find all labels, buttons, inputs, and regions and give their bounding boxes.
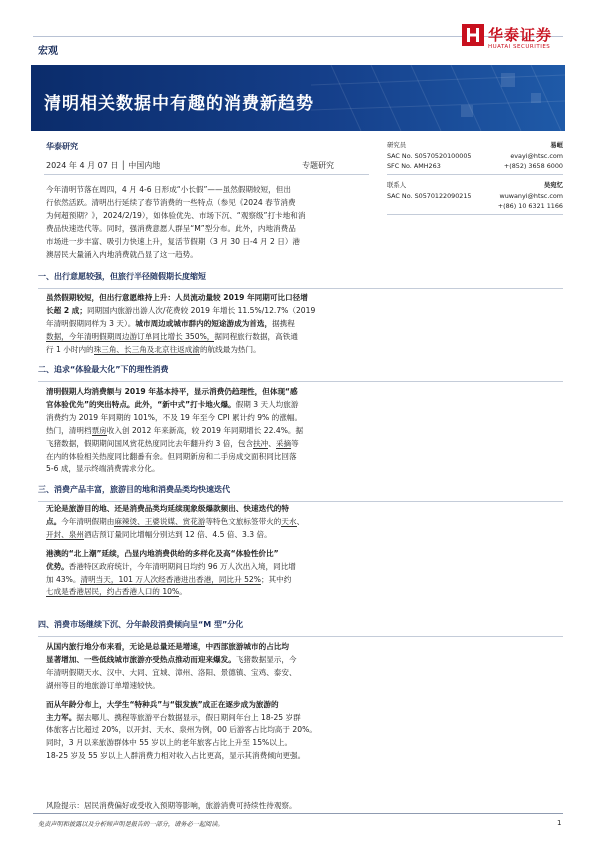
body-line (46, 529, 560, 542)
analyst-role: 研究员 (387, 141, 407, 149)
body-line (46, 548, 560, 561)
body-line (46, 561, 560, 574)
text-run: 的航线最为热门。 (199, 344, 261, 354)
analyst-email[interactable]: evayi@htsc.com (510, 152, 563, 160)
text-run: 据去哪儿、携程等旅游平台数据显示，假日期间年台上 18-25 岁群 (76, 712, 301, 722)
text-run: 等特色文旅标签带火的 (205, 516, 282, 526)
text-run: 假期 3 天人均旅游 (235, 399, 299, 409)
text-run: 加 43%。 (46, 574, 81, 584)
text-run: 无论是旅游目的地、还是消费品类均延续现象级爆款频出、快速迭代的特 (46, 504, 289, 513)
text-run: 、 (268, 438, 276, 448)
text-run: 18-25 岁及 55 岁以上人群消费力相对收入占比更高，显示其消费倾向更强。 (46, 751, 306, 761)
body-line (46, 412, 560, 425)
intro-line: 为何超预期？》，2024/2/19），如体验优先、市场下沉、“观察级”打卡地和消 (46, 210, 306, 220)
intro-line: 澳居民大量涌入内地消费就凸显了这一趋势。 (46, 249, 198, 259)
analyst-phone: +(86) 10 6321 1166 (497, 202, 563, 210)
analyst-email[interactable]: wuwanyi@htsc.com (499, 192, 563, 200)
body-line (46, 680, 560, 693)
body-line (46, 399, 560, 412)
text-run: 年清明假期天水、汉中、大同、宜城、漳州、洛阳、景德镇、宝鸡、泰安、 (46, 667, 297, 677)
body-line (46, 750, 560, 763)
report-date: 2024 年 4 月 07 日 │ 中国内地 (46, 161, 161, 170)
body-line (46, 425, 560, 438)
body-line (46, 574, 560, 587)
text-run: 消费约为 2019 年同期的 101%，不及 19 年至今 CPI 累计约 9% 的涨幅。 (46, 412, 303, 422)
body-line (46, 386, 560, 399)
text-run: ；其中约 (260, 574, 292, 584)
analyst-license: SAC No. S0570520100005 (387, 152, 472, 160)
text-run: 天水 (281, 516, 297, 526)
text-run: 飞猪数据，假期期间国风赏花热度同比去年翻升约 3 倍，包含 (46, 438, 254, 448)
text-run: 今年清明假期由 (61, 516, 115, 526)
body-line (46, 451, 560, 464)
body-line (46, 667, 560, 680)
analyst-divider (387, 174, 563, 175)
text-run: 、 (296, 516, 305, 526)
text-run: 行 1 小时内的 (46, 344, 94, 354)
text-run: 香港特区政府统计，今年清明期间日均约 96 万人次出入境，同比增 (68, 561, 296, 571)
analyst-phone: +(852) 3658 6000 (503, 162, 563, 170)
text-run: 酒店预订量同比增幅分别达到 12 倍、4.5 倍、3.3 倍。 (83, 529, 272, 539)
page-title: 清明相关数据中有趣的消费新趋势 (44, 94, 314, 114)
text-run: 飞猪数据显示，今 (235, 654, 297, 664)
analyst-role: 联系人 (387, 181, 407, 189)
footer-divider (33, 813, 563, 814)
body-line (46, 438, 560, 451)
intro-line: 费品快速迭代等。同时，强消费意愿人群呈“M”型分布。此外，内地消费品 (46, 223, 296, 233)
report-type: 专题研究 (302, 161, 334, 170)
text-run: 等 (291, 438, 299, 448)
body-line (46, 586, 560, 599)
text-run: 虽然假期较短，但出行意愿维持上升：人员流动量较 2019 年同期可比口径增 (46, 293, 308, 302)
analyst-name: 吴宛忆 (543, 181, 563, 189)
text-run: 同时，3 月以来旅游群体中 55 岁以上的老年旅客占比上升至 15%以上。 (46, 738, 293, 748)
body-line (46, 654, 560, 667)
body-line (46, 737, 560, 750)
body-line (46, 331, 560, 344)
section-body-3 (46, 503, 560, 599)
analyst-sfc: SFC No. AMH263 (387, 162, 441, 170)
text-run: 城市周边或城市群内的短途游成为首选， (135, 318, 273, 328)
section-body-1 (46, 292, 560, 357)
text-run: 而从年龄分布上，大学生“特种兵”与“银发族”成正在逐步成为旅游的 (46, 699, 279, 709)
intro-line: 今年清明节落在周四，4 月 4-6 日形成“小长假”——虽然假期较短，但出 (46, 185, 291, 194)
text-run: 热门，清明档 (46, 425, 92, 435)
section-heading-1: 一、出行意愿较强，但旅行半径随假期长度缩短 (38, 270, 563, 284)
body-line (46, 318, 560, 331)
body-line (46, 503, 560, 516)
body-line (46, 292, 560, 305)
body-line (46, 724, 560, 737)
text-run: 收入创 2012 年来新高，较 2019 年同期增长 22.4%。据 (106, 425, 304, 435)
body-line (46, 305, 560, 318)
text-run: 扶冲 (253, 438, 269, 448)
text-run: 显著增加、一些低线城市旅游亦受热点推动而迎来爆发。 (46, 654, 236, 664)
text-run: 优势。 (46, 561, 69, 571)
text-run: 体旅客占比超过 20%，以开封、天水、泉州为例，00 后游客占比均高于 20%。 (46, 725, 317, 735)
body-line (46, 699, 560, 712)
text-run: 开封、泉州 (46, 529, 84, 539)
text-run: 长超 2 成； (46, 305, 87, 315)
section-heading-2: 二、追求“体验最大化”下的理性消费 (38, 363, 563, 377)
body-line (46, 516, 560, 529)
body-line (46, 712, 560, 725)
page-number: 1 (557, 819, 562, 827)
text-run: 数据，今年清明假期周边游订单同比增长 350%， (46, 331, 215, 341)
text-run: 七成是香港居民，约占香港人口的 10% (46, 587, 180, 597)
text-run: 从国内旅行地分布来看，无论是总量还是增速，中西部旅游城市的占比均 (46, 642, 289, 651)
risk-note: 风险提示：居民消费偏好或受收入预期等影响，旅游消费可持续性待观察。 (46, 801, 297, 810)
text-run: 据同程旅行数据，高铁通 (214, 331, 298, 341)
section-heading-4: 四、消费市场继续下沉、分年龄段消费倾向呈“M 型”分化 (38, 618, 563, 632)
analyst-license: SAC No. S0570122090215 (387, 192, 472, 200)
meta-divider (44, 174, 369, 175)
text-run: 在内的体验相关热度同比翻番有余。但同期新房和二手房成交面积同比回落 (46, 451, 297, 461)
title-banner (31, 65, 565, 131)
text-run: 珠三角、长三角及北京往返成渝 (93, 344, 200, 354)
section-tag: 宏观 (38, 46, 58, 57)
text-run: 清明假期人均消费额与 2019 年基本持平，显示消费仍趋理性，但体现“感 (46, 387, 298, 396)
text-run: 点。 (46, 516, 62, 526)
logo-text-cn: 华泰证券 (488, 26, 553, 44)
company-logo (462, 20, 567, 66)
text-run: 港澳的“北上潮”延续，凸显内地消费供给的多样化及高“体验性价比” (46, 548, 279, 558)
intro-line: 行依然活跃。清明出行延续了春节消费的一些特点（参见《2024 春节消费 (46, 197, 296, 207)
section-body-2 (46, 386, 560, 476)
text-run: 票房 (91, 425, 107, 435)
text-run: 采摘 (275, 438, 292, 448)
footer-disclaimer: 免责声明和披露以及分析师声明是报告的一部分，请务必一起阅读。 (38, 821, 224, 828)
text-run: 麻辣烫、王婆说媒、赏花游 (114, 516, 206, 526)
logo-icon (462, 24, 484, 46)
text-run: 同期国内旅游出游人次/花费较 2019 年增长 11.5%/12.7%（2019 (86, 305, 316, 315)
text-run: 清明当天，101 万人次经香港进出香港，同比升 52% (80, 574, 261, 584)
text-run: 。 (179, 587, 187, 597)
text-run: 5-6 成，显示终端消费需求分化。 (46, 464, 160, 474)
text-run: 年清明假期同样为 3 天）。 (46, 318, 136, 328)
text-run: 据携程 (272, 318, 295, 328)
body-line (46, 641, 560, 654)
body-line (46, 463, 560, 476)
logo-text-en: HUATAI SECURITIES (488, 44, 551, 50)
body-line (46, 344, 560, 357)
section-body-4 (46, 641, 560, 763)
intro-paragraph (46, 184, 560, 261)
research-org: 华泰研究 (46, 142, 78, 151)
intro-line: 市场进一步丰富、吸引力快速上升，复活节假期（3 月 30 日-4 月 2 日）港 (46, 236, 301, 246)
text-run: 主力军。 (46, 712, 77, 722)
text-run: 官体验优先”的突出特点。此外，“新中式”打卡地火爆。 (46, 399, 236, 409)
text-run: 湖州等目的地旅游订单增速较快。 (46, 680, 160, 690)
section-heading-3: 三、消费产品丰富，旅游目的地和消费品类均快速迭代 (38, 483, 563, 497)
analyst-name: 易峘 (550, 141, 563, 149)
